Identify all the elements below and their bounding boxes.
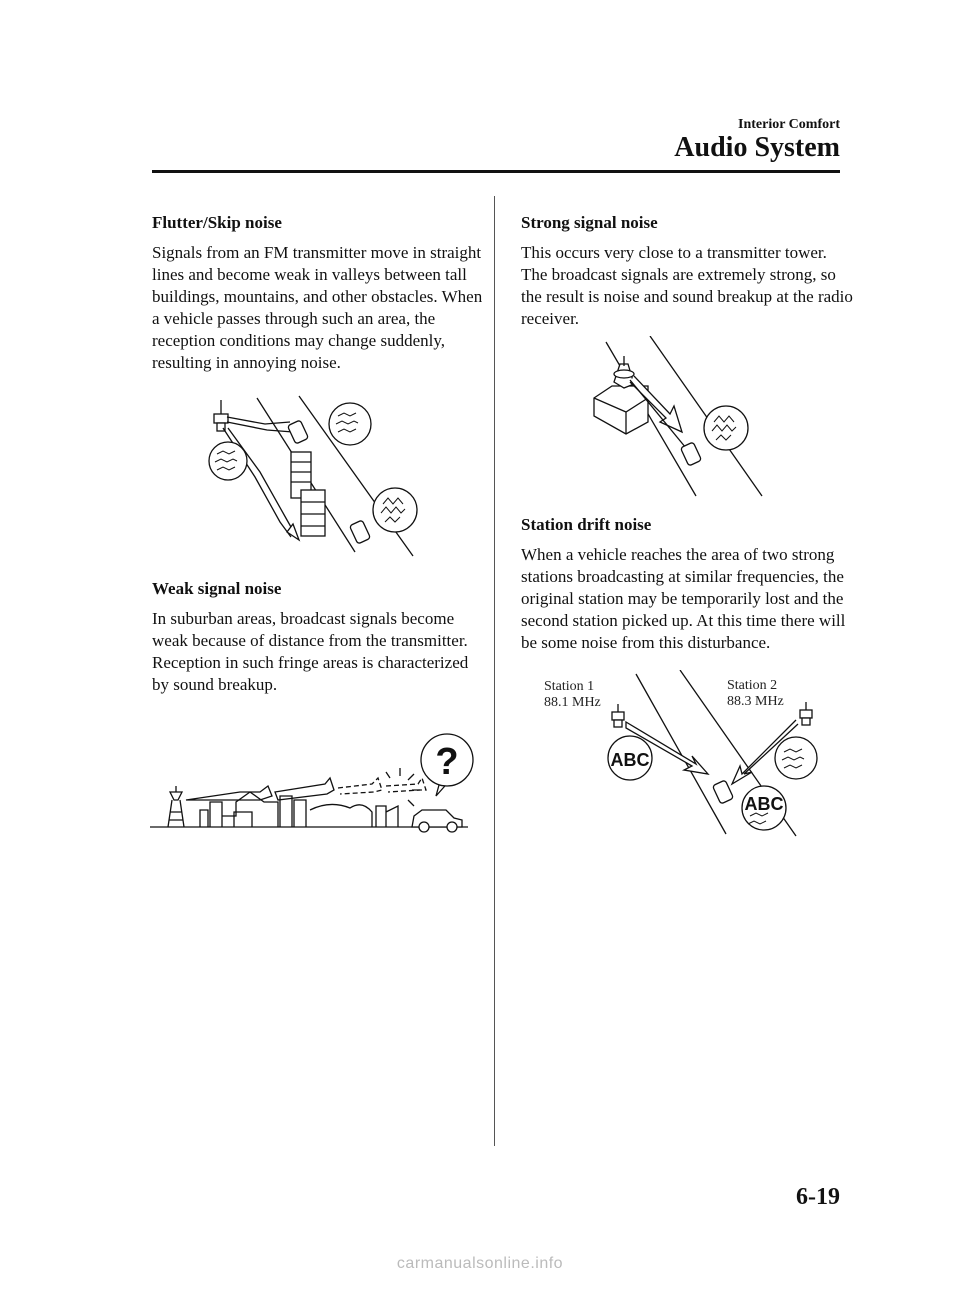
mixed-signal-bubble-text: ABC bbox=[744, 794, 784, 814]
drift-heading: Station drift noise bbox=[521, 515, 652, 534]
page-number: 6-19 bbox=[796, 1184, 840, 1210]
flutter-noise-illustration bbox=[195, 392, 435, 567]
left-column bbox=[152, 212, 487, 374]
strong-signal-illustration bbox=[590, 336, 770, 501]
strong-heading: Strong signal noise bbox=[521, 213, 658, 232]
station-1-name: Station 1 bbox=[544, 679, 595, 694]
station-2-frequency: 88.3 MHz bbox=[727, 694, 784, 709]
header-title: Audio System bbox=[674, 132, 840, 163]
column-divider bbox=[494, 196, 495, 1146]
weak-body: In suburban areas, broadcast signals become weak because of distance from the transmitter. Reception in such fringe areas is characterized by sound breakup. bbox=[152, 609, 469, 694]
flutter-body: Signals from an FM transmitter move in straight lines and become weak in valleys between tall buildings, mountains, and other obstacles. When a vehicle passes through such an area, the reception conditions may change suddenly, resulting in annoying noise. bbox=[152, 243, 483, 372]
flutter-heading: Flutter/Skip noise bbox=[152, 213, 282, 232]
header-section: Interior Comfort bbox=[738, 117, 840, 132]
station-1-frequency: 88.1 MHz bbox=[544, 695, 601, 710]
weak-signal-illustration bbox=[150, 730, 475, 835]
header-rule bbox=[152, 170, 840, 173]
weak-section bbox=[152, 578, 487, 696]
strong-section bbox=[521, 212, 856, 330]
station-drift-illustration bbox=[600, 670, 830, 840]
drift-section bbox=[521, 514, 856, 654]
drift-body: When a vehicle reaches the area of two strong stations broadcasting at similar frequencies, the original station may be temporarily lost and the second station picked up. At this time there will be some noise from this disturbance. bbox=[521, 545, 846, 652]
strong-body: This occurs very close to a transmitter tower. The broadcast signals are extremely strong, so the result is noise and sound breakup at the radio receiver. bbox=[521, 243, 853, 328]
station-2-name: Station 2 bbox=[727, 678, 778, 693]
station-1-bubble-text: ABC bbox=[610, 750, 650, 770]
weak-heading: Weak signal noise bbox=[152, 579, 282, 598]
station-1-label bbox=[544, 679, 601, 711]
svg-text:?: ? bbox=[435, 741, 459, 783]
footer-watermark: carmanualsonline.info bbox=[396, 1255, 564, 1272]
